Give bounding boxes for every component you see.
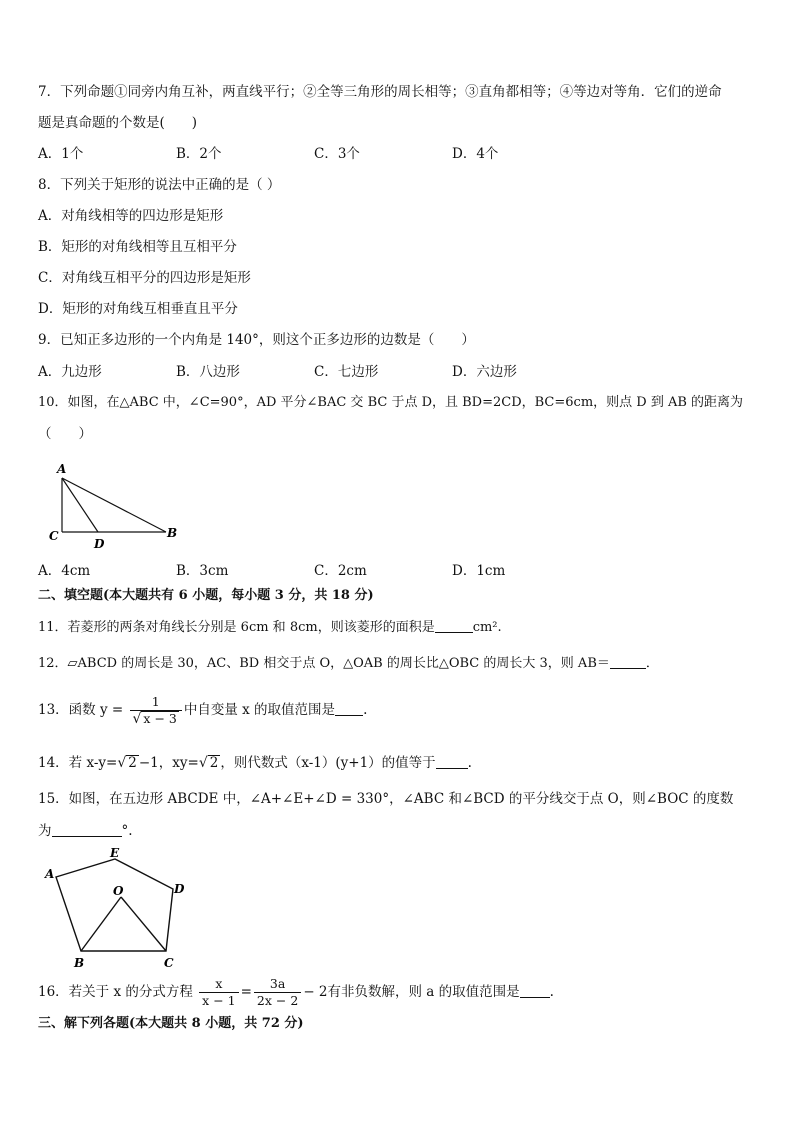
q9-option-b: B．八边形	[176, 364, 240, 380]
q15-bisector-bo	[81, 897, 121, 951]
q14: 14．若 x-y=√ 2 −1，xy=√ 2 ，则代数式（x-1）(y+1）的值等于 .	[38, 755, 472, 771]
q7-option-b: B．2个	[176, 146, 222, 162]
q10-triangle-figure	[44, 458, 194, 554]
q16-answer-blank	[520, 983, 550, 998]
q11-answer-blank	[435, 618, 473, 633]
q15-unit: °.	[121, 823, 133, 839]
q11	[38, 618, 502, 637]
q14-answer-blank	[436, 754, 468, 769]
q16-left-denominator: x − 1	[202, 993, 236, 1008]
q13-numerator: 1	[130, 694, 182, 711]
q16-stem: 16．若关于 x 的分式方程	[38, 984, 193, 1000]
q13	[38, 688, 367, 732]
q7-option-d: D．4个	[452, 146, 499, 162]
q7-option-c: C．3个	[314, 146, 360, 162]
q9-stem: 9．已知正多边形的一个内角是 140°，则这个正多边形的边数是（ ）	[38, 332, 475, 348]
q15-label-c: C	[164, 956, 174, 970]
q12	[38, 654, 659, 673]
q16-fraction-left	[199, 976, 238, 1009]
q10-label-b: B	[167, 526, 178, 540]
q16-fraction-right	[254, 976, 301, 1009]
q10-bisector-ad	[62, 478, 98, 532]
q8-option-b: B．矩形的对角线相等且互相平分	[38, 239, 237, 255]
section-2-heading: 二、填空题(本大题共有 6 小题，每小题 3 分，共 18 分)	[38, 588, 374, 603]
q15-label-o: O	[113, 884, 124, 898]
q10-option-c: C．2cm	[314, 563, 367, 579]
q16-equals: =	[240, 984, 252, 1000]
q16-text: 有非负数解，则 a 的取值范围是	[327, 984, 520, 1000]
q13-end: .	[363, 702, 368, 718]
q8-option-a: A．对角线相等的四边形是矩形	[38, 208, 224, 224]
q10-option-b: B．3cm	[176, 563, 229, 579]
section-3-heading: 三、解下列各题(本大题共 8 小题，共 72 分)	[38, 1016, 304, 1031]
q13-stem: 13．函数 y =	[38, 702, 124, 718]
q14-radical-1: 2	[128, 755, 137, 771]
q15-bisector-co	[121, 897, 166, 951]
q14-radical-2: 2	[209, 755, 219, 771]
q9-option-c: C．七边形	[314, 364, 379, 380]
q10-line2: （ ）	[38, 426, 92, 442]
q14-mid: −1，xy=	[138, 755, 199, 771]
q10-line1: 10．如图，在△ABC 中，∠C=90°，AD 平分∠BAC 交 BC 于点 D，且 BD=2CD，BC=6cm，则点 D 到 AB 的距离为	[38, 395, 744, 410]
q13-denominator: √ x − 3	[132, 711, 177, 727]
q8-stem: 8．下列关于矩形的说法中正确的是（ ）	[38, 177, 281, 193]
q13-answer-blank	[335, 701, 363, 716]
q15-line2-start: 为	[38, 823, 52, 839]
q15-label-e: E	[110, 846, 120, 860]
q11-unit: cm².	[472, 620, 502, 635]
q7-line2: 题是真命题的个数是( )	[38, 115, 198, 131]
q15-pentagon-figure	[40, 843, 200, 971]
q10-side-ab	[62, 478, 166, 532]
q15-answer-blank	[52, 822, 122, 837]
q10-option-d: D．1cm	[452, 563, 506, 579]
q15-label-b: B	[74, 956, 85, 970]
q16-left-numerator: x	[199, 976, 238, 993]
q11-stem: 11．若菱形的两条对角线长分别是 6cm 和 8cm，则该菱形的面积是	[38, 620, 435, 635]
q8-option-c: C．对角线互相平分的四边形是矩形	[38, 270, 251, 286]
q16-end: .	[549, 984, 554, 1000]
q14-stem: 14．若 x-y=	[38, 755, 118, 771]
q10-label-a: A	[57, 462, 67, 476]
q16-tail: − 2	[303, 984, 328, 1000]
q12-answer-blank	[610, 654, 646, 669]
q16-right-numerator: 3a	[254, 976, 301, 993]
q7-option-a: A．1个	[38, 146, 84, 162]
q15-line1: 15．如图，在五边形 ABCDE 中，∠A+∠E+∠D = 330°，∠ABC 和∠BCD 的平分线交于点 O，则∠BOC 的度数	[38, 791, 734, 807]
q15-label-d: D	[174, 882, 185, 896]
q16	[38, 970, 554, 1014]
q16-right-denominator: 2x − 2	[256, 993, 299, 1008]
q7-line1: 7．下列命题①同旁内角互补，两直线平行；②全等三角形的周长相等；③直角都相等；④等边对等角．它们的逆命	[38, 84, 722, 100]
q15-line2	[38, 822, 133, 840]
q10-label-d: D	[94, 537, 105, 551]
q9-option-d: D．六边形	[452, 364, 517, 380]
q9-option-a: A．九边形	[38, 364, 102, 380]
q12-end: ．	[645, 656, 659, 671]
q14-end: .	[467, 755, 472, 771]
q10-option-a: A．4cm	[38, 563, 91, 579]
q13-text: 中自变量 x 的取值范围是	[183, 702, 336, 718]
q12-stem: 12．▱ABCD 的周长是 30，AC、BD 相交于点 O，△OAB 的周长比△OBC 的周长大 3，则 AB＝	[38, 656, 610, 671]
q14-text: ，则代数式（x-1）(y+1）的值等于	[220, 755, 436, 771]
q13-fraction	[130, 694, 182, 727]
q13-radicand: x − 3	[143, 711, 177, 726]
q10-label-c: C	[49, 529, 59, 543]
q15-label-a: A	[45, 867, 55, 881]
q8-option-d: D．矩形的对角线互相垂直且平分	[38, 301, 238, 317]
